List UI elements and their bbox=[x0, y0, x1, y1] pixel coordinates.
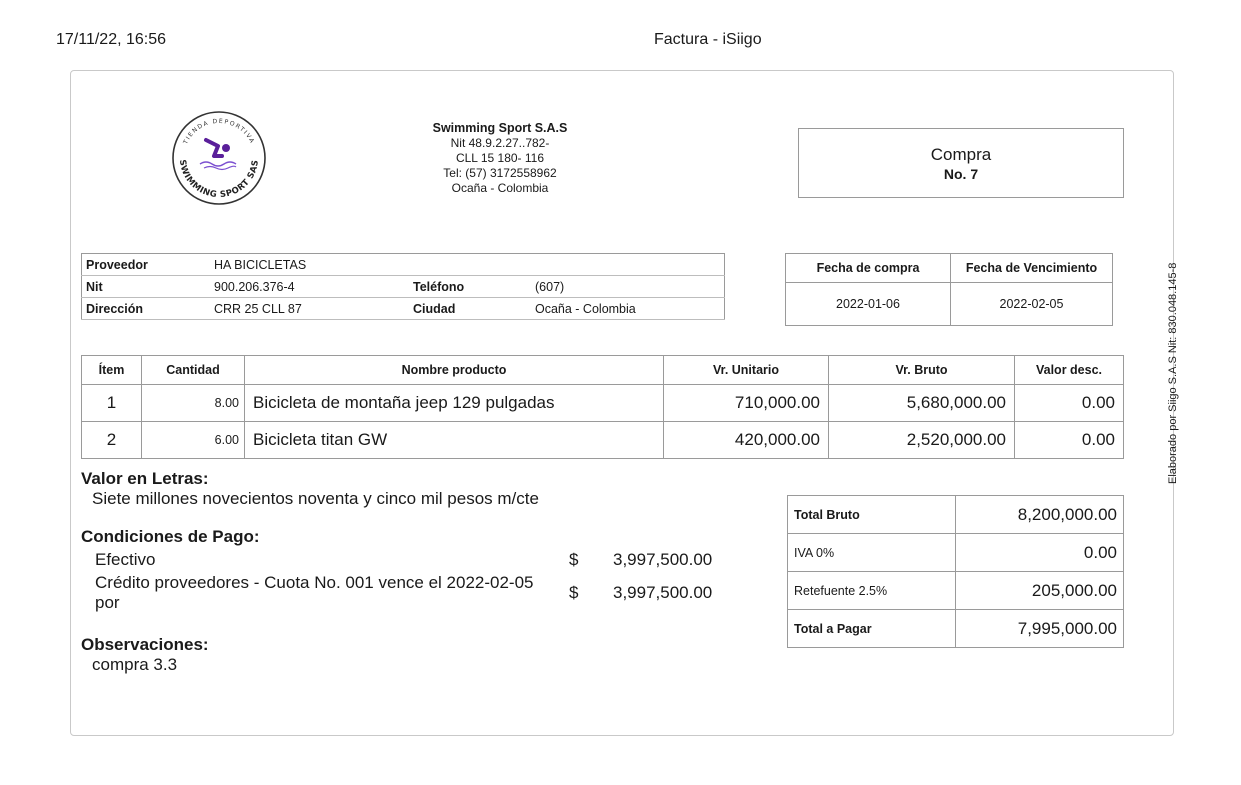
fecha-compra-value: 2022-01-06 bbox=[786, 283, 951, 326]
pago-currency-2: $ bbox=[569, 583, 579, 602]
svg-text:SWIMMING SPORT SAS: SWIMMING SPORT SAS bbox=[176, 159, 262, 201]
proveedor-label: Proveedor bbox=[82, 254, 211, 276]
retefuente-value: 205,000.00 bbox=[956, 572, 1124, 610]
print-title: Factura - iSiigo bbox=[654, 31, 762, 48]
proveedor-value: HA BICICLETAS bbox=[210, 254, 725, 276]
total-row bbox=[788, 572, 1124, 610]
svg-text:TIENDA DEPORTIVA: TIENDA DEPORTIVA bbox=[182, 117, 256, 146]
iva-label: IVA 0% bbox=[788, 534, 956, 572]
pago-label: Condiciones de Pago: bbox=[81, 527, 260, 546]
row-cantidad: 6.00 bbox=[142, 422, 245, 459]
col-item: Ítem bbox=[82, 356, 142, 385]
print-datetime: 17/11/22, 16:56 bbox=[56, 31, 167, 48]
letras-label: Valor en Letras: bbox=[81, 469, 209, 488]
total-row bbox=[788, 610, 1124, 648]
total-pagar-label: Total a Pagar bbox=[788, 610, 956, 648]
ciudad-label: Ciudad bbox=[409, 298, 531, 320]
pago-amount-1: 3,997,500.00 bbox=[613, 550, 713, 569]
pago-currency-1: $ bbox=[569, 550, 579, 569]
side-note: Elaborado por Siigo S.A.S Nit: 830.048.145-8 bbox=[1167, 262, 1179, 484]
total-row bbox=[788, 496, 1124, 534]
row-item: 2 bbox=[82, 422, 142, 459]
row-desc: 0.00 bbox=[1015, 422, 1124, 459]
pago-desc-2: Crédito proveedores - Cuota No. 001 vence el 2022-02-05 por bbox=[95, 573, 534, 612]
direccion-label: Dirección bbox=[82, 298, 211, 320]
company-address: CLL 15 180- 116 bbox=[455, 151, 545, 165]
row-desc: 0.00 bbox=[1015, 385, 1124, 422]
col-bruto: Vr. Bruto bbox=[829, 356, 1015, 385]
telefono-value: (607) bbox=[531, 276, 725, 298]
fecha-vencimiento-value: 2022-02-05 bbox=[951, 283, 1113, 326]
company-info bbox=[400, 121, 600, 196]
totals-table bbox=[787, 495, 1124, 648]
total-pagar-value: 7,995,000.00 bbox=[956, 610, 1124, 648]
document-number: No. 7 bbox=[943, 166, 979, 182]
document-type: Compra bbox=[930, 145, 992, 164]
dates-table bbox=[785, 253, 1113, 326]
items-header-row bbox=[82, 356, 1124, 385]
total-bruto-value: 8,200,000.00 bbox=[956, 496, 1124, 534]
col-desc: Valor desc. bbox=[1015, 356, 1124, 385]
col-cantidad: Cantidad bbox=[142, 356, 245, 385]
pago-desc-1: Efectivo bbox=[95, 550, 156, 569]
pago-amount-2: 3,997,500.00 bbox=[613, 583, 713, 602]
total-row bbox=[788, 534, 1124, 572]
company-nit: Nit 48.9.2.27..782- bbox=[450, 136, 550, 150]
row-cantidad: 8.00 bbox=[142, 385, 245, 422]
direccion-value: CRR 25 CLL 87 bbox=[210, 298, 409, 320]
observaciones-label: Observaciones: bbox=[81, 635, 209, 654]
row-nombre: Bicicleta de montaña jeep 129 pulgadas bbox=[245, 385, 664, 422]
supplier-table bbox=[81, 253, 725, 320]
retefuente-label: Retefuente 2.5% bbox=[788, 572, 956, 610]
company-name: Swimming Sport S.A.S bbox=[432, 121, 568, 135]
row-item: 1 bbox=[82, 385, 142, 422]
nit-value: 900.206.376-4 bbox=[210, 276, 409, 298]
iva-value: 0.00 bbox=[956, 534, 1124, 572]
document-type-box bbox=[798, 128, 1124, 198]
row-nombre: Bicicleta titan GW bbox=[245, 422, 664, 459]
total-bruto-label: Total Bruto bbox=[788, 496, 956, 534]
telefono-label: Teléfono bbox=[409, 276, 531, 298]
items-table bbox=[81, 355, 1124, 459]
company-logo bbox=[170, 110, 268, 206]
company-city: Ocaña - Colombia bbox=[451, 181, 549, 195]
nit-label: Nit bbox=[82, 276, 211, 298]
company-phone: Tel: (57) 3172558962 bbox=[443, 166, 557, 180]
row-bruto: 5,680,000.00 bbox=[829, 385, 1015, 422]
row-unitario: 710,000.00 bbox=[664, 385, 829, 422]
fecha-compra-label: Fecha de compra bbox=[786, 254, 951, 283]
table-row bbox=[82, 385, 1124, 422]
col-unitario: Vr. Unitario bbox=[664, 356, 829, 385]
letras-value: Siete millones novecientos noventa y cinco mil pesos m/cte bbox=[92, 489, 539, 508]
ciudad-value: Ocaña - Colombia bbox=[531, 298, 725, 320]
table-row bbox=[82, 422, 1124, 459]
row-bruto: 2,520,000.00 bbox=[829, 422, 1015, 459]
fecha-vencimiento-label: Fecha de Vencimiento bbox=[951, 254, 1113, 283]
row-unitario: 420,000.00 bbox=[664, 422, 829, 459]
col-nombre: Nombre producto bbox=[245, 356, 664, 385]
observaciones-value: compra 3.3 bbox=[92, 655, 178, 674]
